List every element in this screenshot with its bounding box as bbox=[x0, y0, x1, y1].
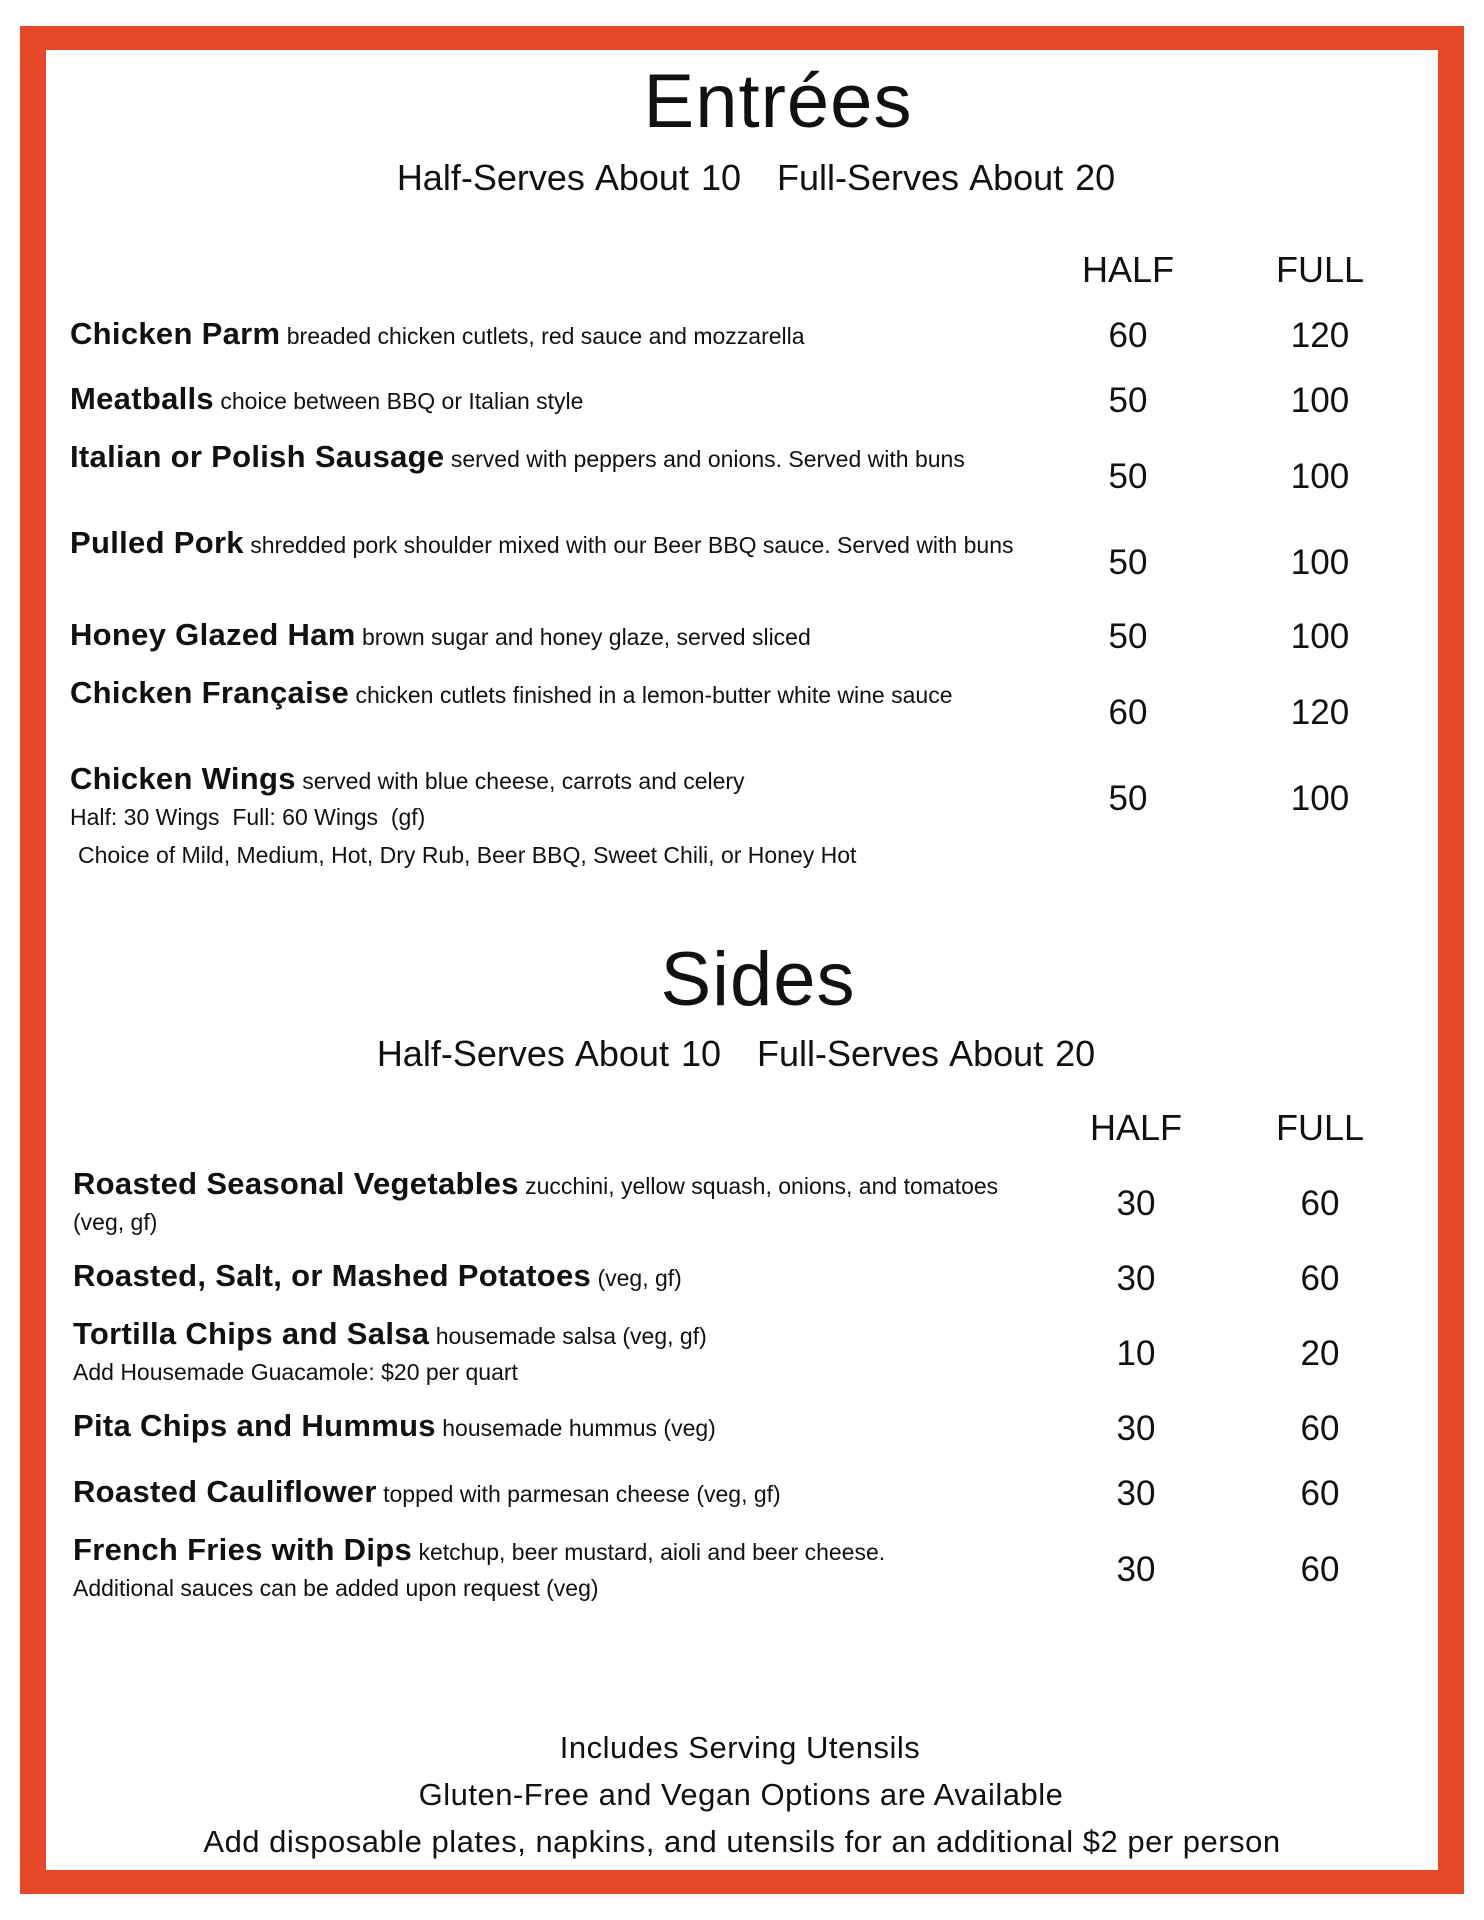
entree-full-price: 100 bbox=[1290, 543, 1350, 582]
item-extra: Additional sauces can be added upon request (veg) bbox=[73, 1575, 599, 1601]
item-name: Italian or Polish Sausage bbox=[70, 439, 445, 474]
item-desc: brown sugar and honey glaze, served sliced bbox=[362, 624, 811, 650]
side-item-cauliflower bbox=[73, 1474, 1023, 1512]
entree-half-price: 60 bbox=[1108, 316, 1148, 355]
item-desc: zucchini, yellow squash, onions, and tomatoes (veg, gf) bbox=[73, 1173, 999, 1235]
side-full-price: 60 bbox=[1300, 1184, 1340, 1223]
entree-full-price: 100 bbox=[1290, 617, 1350, 656]
side-half-price: 10 bbox=[1116, 1334, 1156, 1373]
item-name: Roasted Cauliflower bbox=[73, 1474, 377, 1509]
entree-item-chicken-francaise bbox=[70, 675, 1020, 713]
side-half-price: 30 bbox=[1116, 1550, 1156, 1589]
entree-full-price: 100 bbox=[1290, 381, 1350, 420]
footer-utensils: Includes Serving Utensils bbox=[559, 1730, 921, 1765]
entree-half-price: 50 bbox=[1108, 457, 1148, 496]
side-full-price: 20 bbox=[1300, 1334, 1340, 1373]
item-extra-choices: Choice of Mild, Medium, Hot, Dry Rub, Beer BBQ, Sweet Chili, or Honey Hot bbox=[78, 842, 857, 868]
item-extra: Half: 30 Wings Full: 60 Wings (gf) bbox=[70, 804, 426, 830]
item-desc: housemade salsa (veg, gf) bbox=[435, 1323, 707, 1349]
item-desc: chicken cutlets finished in a lemon-butter white wine sauce bbox=[355, 682, 953, 708]
entree-item-sausage bbox=[70, 439, 1020, 477]
item-extra: Add Housemade Guacamole: $20 per quart bbox=[73, 1359, 518, 1385]
item-name: Meatballs bbox=[70, 381, 214, 416]
entrees-half-header: HALF bbox=[1081, 249, 1175, 290]
sides-full-header: FULL bbox=[1275, 1107, 1365, 1148]
entree-full-price: 120 bbox=[1290, 316, 1350, 355]
item-name: Chicken Wings bbox=[70, 761, 296, 796]
side-item-potatoes bbox=[73, 1258, 1023, 1296]
side-full-price: 60 bbox=[1300, 1474, 1340, 1513]
sides-title: Sides bbox=[660, 937, 856, 1022]
side-half-price: 30 bbox=[1116, 1409, 1156, 1448]
item-name: Pita Chips and Hummus bbox=[73, 1408, 436, 1443]
entree-item-pulled-pork bbox=[70, 525, 1020, 563]
item-desc: shredded pork shoulder mixed with our Beer BBQ sauce. Served with buns bbox=[250, 532, 1014, 558]
sides-subtitle: Half-Serves About 10 Full-Serves About 20 bbox=[376, 1033, 1096, 1074]
side-item-pita-chips bbox=[73, 1408, 1023, 1446]
item-desc: (veg, gf) bbox=[597, 1265, 682, 1291]
entree-item-chicken-wings bbox=[70, 761, 1020, 875]
side-full-price: 60 bbox=[1300, 1259, 1340, 1298]
side-half-price: 30 bbox=[1116, 1184, 1156, 1223]
footer-gf-vegan: Gluten-Free and Vegan Options are Available bbox=[418, 1777, 1064, 1812]
side-item-french-fries bbox=[73, 1532, 1023, 1606]
entree-full-price: 120 bbox=[1290, 693, 1350, 732]
item-name: Pulled Pork bbox=[70, 525, 244, 560]
side-full-price: 60 bbox=[1300, 1550, 1340, 1589]
entrees-title: Entrées bbox=[643, 59, 913, 144]
item-desc: ketchup, beer mustard, aioli and beer cheese. bbox=[418, 1539, 886, 1565]
side-half-price: 30 bbox=[1116, 1474, 1156, 1513]
side-half-price: 30 bbox=[1116, 1259, 1156, 1298]
entree-half-price: 50 bbox=[1108, 779, 1148, 818]
sides-half-header: HALF bbox=[1089, 1107, 1183, 1148]
item-name: Roasted Seasonal Vegetables bbox=[73, 1166, 519, 1201]
item-desc: topped with parmesan cheese (veg, gf) bbox=[383, 1481, 781, 1507]
side-full-price: 60 bbox=[1300, 1409, 1340, 1448]
entree-half-price: 50 bbox=[1108, 617, 1148, 656]
entrees-full-header: FULL bbox=[1275, 249, 1365, 290]
item-desc: housemade hummus (veg) bbox=[442, 1415, 716, 1441]
entree-half-price: 50 bbox=[1108, 543, 1148, 582]
footer-disposables: Add disposable plates, napkins, and utensils for an additional $2 per person bbox=[203, 1824, 1281, 1859]
side-item-roasted-vegetables bbox=[73, 1166, 1003, 1240]
item-name: Honey Glazed Ham bbox=[70, 617, 356, 652]
item-name: Chicken Parm bbox=[70, 316, 281, 351]
entree-half-price: 60 bbox=[1108, 693, 1148, 732]
item-desc: choice between BBQ or Italian style bbox=[220, 388, 584, 414]
item-desc: breaded chicken cutlets, red sauce and mozzarella bbox=[286, 323, 805, 349]
entree-item-honey-ham bbox=[70, 617, 1020, 655]
item-name: Tortilla Chips and Salsa bbox=[73, 1316, 430, 1351]
item-name: Roasted, Salt, or Mashed Potatoes bbox=[73, 1258, 592, 1293]
side-item-tortilla-chips bbox=[73, 1316, 1023, 1390]
entree-item-chicken-parm bbox=[70, 316, 1020, 354]
item-name: French Fries with Dips bbox=[73, 1532, 413, 1567]
entree-half-price: 50 bbox=[1108, 381, 1148, 420]
entrees-subtitle: Half-Serves About 10 Full-Serves About 20 bbox=[396, 157, 1116, 198]
entree-item-meatballs bbox=[70, 381, 1020, 419]
item-desc: served with blue cheese, carrots and celery bbox=[302, 768, 745, 794]
entree-full-price: 100 bbox=[1290, 457, 1350, 496]
item-desc: served with peppers and onions. Served with buns bbox=[450, 446, 965, 472]
entree-full-price: 100 bbox=[1290, 779, 1350, 818]
item-name: Chicken Française bbox=[70, 675, 350, 710]
